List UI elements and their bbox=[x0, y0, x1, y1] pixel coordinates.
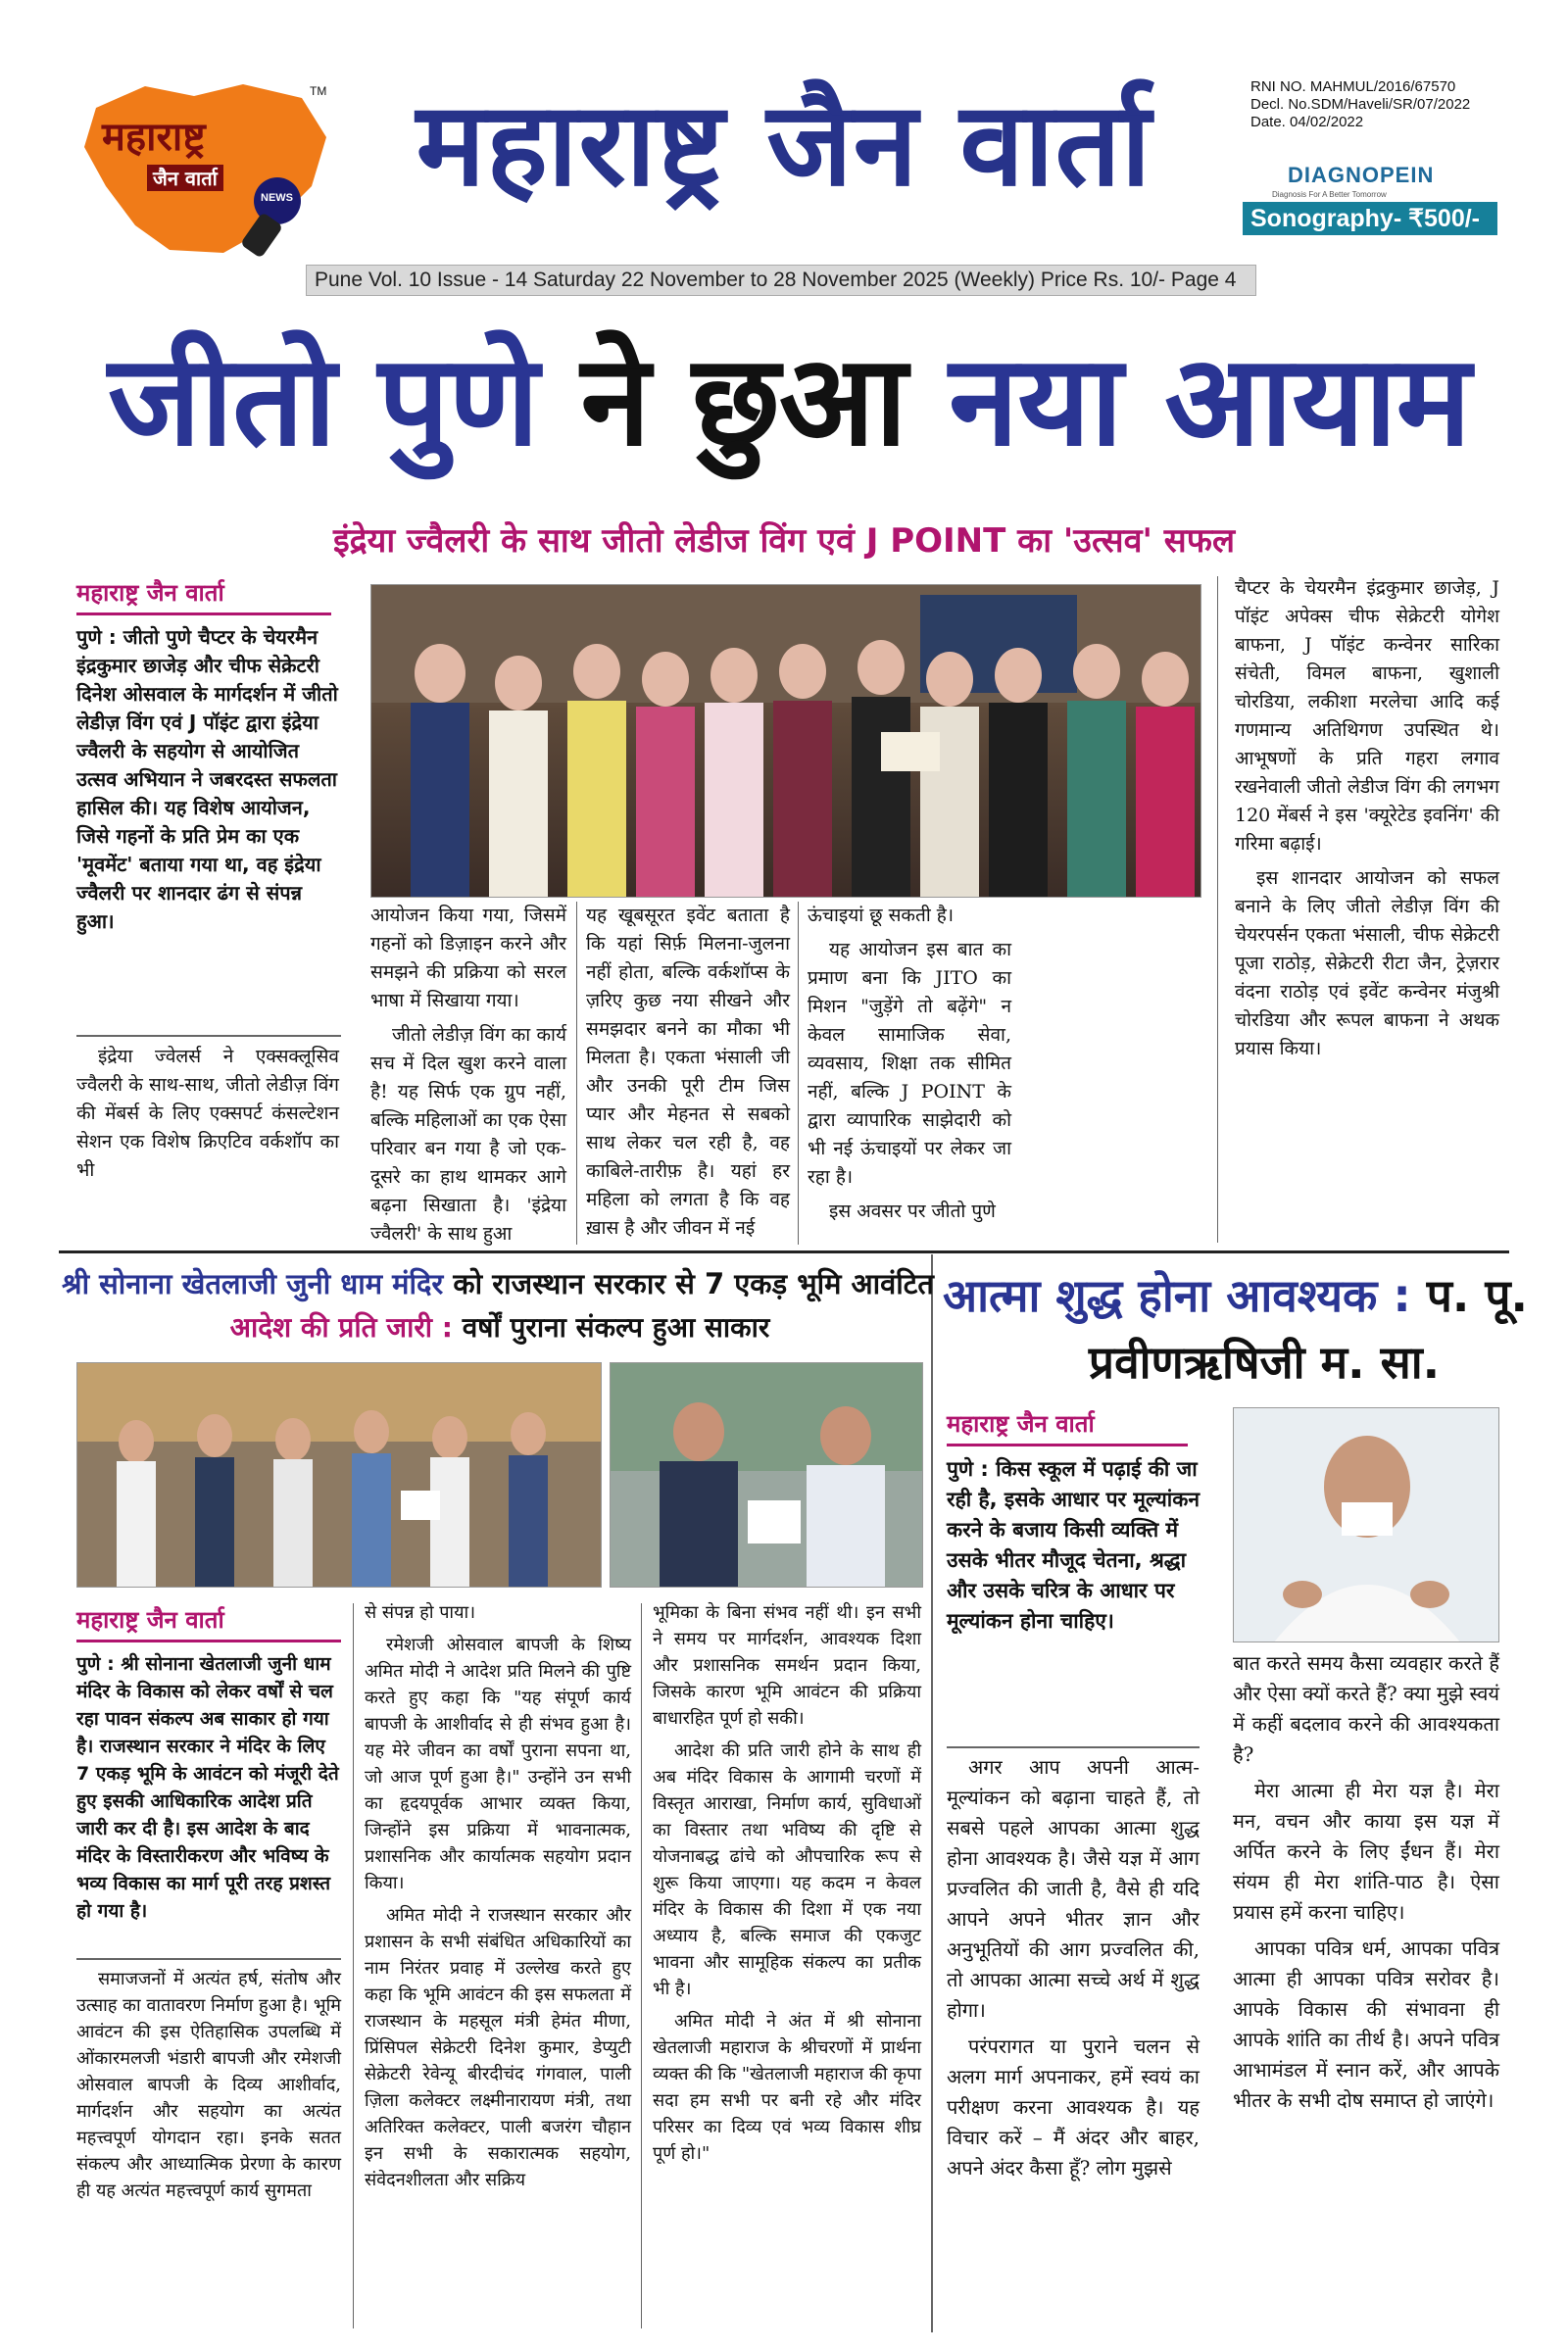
pravinrishiji-portrait bbox=[1233, 1407, 1499, 1642]
paragraph: यह खूबसूरत इवेंट बताता है कि यहां सिर्फ़ मिलना-जुलना नहीं होता, बल्कि वर्कशॉप्स के ज़रिए कुछ नया सीखने और समझदार बनने का मौका भी मिलता है। एकता भंसाली जी और उनकी पूरी टीम जिस प्यार और मेहनत से सबको साथ लेकर चल रही है, वह काबिले-तारीफ़ है। यहां हर महिला को लगता है कि वह ख़ास है और जीवन में नई bbox=[586, 905, 790, 1239]
photo-illustration bbox=[77, 1363, 602, 1588]
column-divider bbox=[1217, 576, 1218, 1243]
article-column bbox=[586, 902, 790, 1249]
main-headline bbox=[59, 323, 1519, 480]
paragraph: से संपन्न हो पाया। bbox=[365, 1602, 476, 1623]
paragraph: भूमिका के बिना संभव नहीं थी। इन सभी ने समय पर मार्गदर्शन, आवश्यक दिशा और प्रशासनिक समर्थन प्रदान किया, जिसके कारण भूमि आवंटन की प्रक्रिया बाधारहित पूर्ण हो सकी। bbox=[653, 1602, 921, 1729]
column-divider bbox=[576, 902, 577, 1245]
temple-handover-photo-1 bbox=[76, 1362, 602, 1588]
ad-tagline: Diagnosis For A Better Tomorrow bbox=[1272, 190, 1387, 199]
article-column bbox=[653, 1599, 921, 2173]
diagnopein-ad bbox=[1243, 153, 1497, 237]
byline: महाराष्ट्र जैन वार्ता bbox=[947, 1407, 1188, 1446]
event-group-photo bbox=[370, 584, 1201, 898]
headline-part-1: आत्मा शुद्ध होना आवश्यक : bbox=[943, 1269, 1411, 1322]
paragraph: मेरा आत्मा ही मेरा यज्ञ है। मेरा मन, वचन और काया इस यज्ञ में अर्पित करने के लिए ईंधन हैं। मेरा संयम ही मेरा शांति-पाठ है। ऐसा प्रयास हमें करना चाहिए। bbox=[1233, 1779, 1499, 1924]
article-column bbox=[808, 902, 1011, 1232]
paragraph: आपका पवित्र धर्म, आपका पवित्र आत्मा ही आपका पवित्र सरोवर है। आपके विकास की संभावना ही आपके शांति का तीर्थ है। अपने पवित्र आभामंडल में स्नान करें, और आपके भीतर के सभी दोष समाप्त हो जाएंगे। bbox=[1233, 1936, 1499, 2112]
paragraph: इंद्रेया ज्वेलर्स ने एक्सक्लूसिव ज्वैलरी के साथ-साथ, जीतो लेडीज़ विंग की मेंबर्स के लिए एक्सपर्ट कंसल्टेशन सेशन एक विशेष क्रिएटिव वर्कशॉप का भी bbox=[76, 1046, 339, 1181]
article3-headline-line2: प्रवीणऋषिजी म. सा. bbox=[1088, 1336, 1441, 1389]
portrait-illustration bbox=[1234, 1408, 1499, 1642]
paragraph: अमित मोदी ने राजस्थान सरकार और प्रशासन के सभी संबंधित अधिकारियों का नाम निरंतर प्रवाह में उल्लेख करते हुए कहा कि भूमि आवंटन की इस सफलता में राजस्थान के महसूल मंत्री हेमंत मीणा, प्रिंसिपल सेक्रेटरी दिनेश कुमार, डेप्युटी सेक्रेटरी रेवेन्यू बीरदीचंद गंगवाल, पाली ज़िला कलेक्टर लक्ष्मीनारायण मंत्री, तथा अतिरिक्त कलेक्टर, पाली बजरंग चौहान इन सभी के सकारात्मक सहयोग, संवेदनशीलता और सक्रिय bbox=[365, 1905, 631, 2190]
headline-part-3: नया आयाम bbox=[949, 328, 1471, 474]
paragraph: ऊंचाइयां छू सकती है। bbox=[808, 905, 955, 926]
headline-part-1: जीतो पुणे bbox=[107, 328, 539, 474]
article-column bbox=[1235, 574, 1499, 1069]
article2-subheadline bbox=[118, 1309, 882, 1347]
section-divider bbox=[59, 1250, 1509, 1253]
article-column bbox=[76, 1043, 339, 1191]
paragraph: अमित मोदी ने अंत में श्री सोनाना खेतलाजी महाराज के श्रीचरणों में प्रार्थना व्यक्त की कि "खेतलाजी महाराज की कृपा सदा हम सभी पर बनी रहे और मंदिर परिसर का दिव्य एवं भव्य विकास शीघ्र पूर्ण हो।" bbox=[653, 2011, 921, 2164]
article-column bbox=[947, 1752, 1200, 2189]
ad-brand: DIAGNOPEIN bbox=[1288, 163, 1435, 187]
headline-part-2: को राजस्थान सरकार से 7 एकड़ भूमि आवंटित bbox=[453, 1267, 934, 1300]
photo-illustration bbox=[611, 1363, 923, 1588]
article-column bbox=[370, 902, 566, 1254]
registration-line: Date. 04/02/2022 bbox=[1250, 114, 1364, 130]
temple-handover-photo-2 bbox=[610, 1362, 923, 1588]
article-column bbox=[76, 1966, 341, 2210]
article-lead: पुणे : जीतो पुणे चैप्टर के चेयरमैन इंद्रकुमार छाजेड़ और चीफ सेक्रेटरी दिनेश ओसवाल के मार्गदर्शन में जीतो लेडीज़ विंग एवं J पॉइंट द्वारा इंद्रेया ज्वैलरी के सहयोग से आयोजित उत्सव अभियान ने जबरदस्त सफलता हासिल की। यह विशेष आयोजन, जिसे गहनों के प्रति प्रेम का एक 'मूवमेंट' बताया गया था, वह इंद्रेया ज्वैलरी पर शानदार ढंग से संपन्न हुआ। bbox=[76, 625, 338, 933]
column-divider bbox=[931, 1254, 933, 2332]
article-lead: पुणे : किस स्कूल में पढ़ाई की जा रही है, इसके आधार पर मूल्यांकन करने के बजाय किसी व्यक्ति में उसके भीतर मौजूद चेतना, श्रद्धा और उसके चरित्र के आधार पर मूल्यांकन होना चाहिए। bbox=[947, 1457, 1200, 1633]
article-lead: पुणे : श्री सोनाना खेतलाजी जुनी धाम मंदिर के विकास को लेकर वर्षों से चल रहा पावन संकल्प अब साकार हो गया है। राजस्थान सरकार ने मंदिर के लिए 7 एकड़ भूमि के आवंटन को मंजूरी देते हुए इसकी आधिकारिक आदेश प्रति जारी कर दी है। इस आदेश के बाद मंदिर के विस्तारीकरण और भविष्य के भव्य विकास का मार्ग पूरी तरह प्रशस्त हो गया है। bbox=[76, 1653, 339, 1922]
group-photo-illustration bbox=[371, 585, 1201, 898]
paragraph: इस शानदार आयोजन को सफल बनाने के लिए जीतो लेडीज़ विंग की चेयरपर्सन एकता भंसाली, चीफ सेक्रेटरी पूजा राठोड़, सेक्रेटरी रीटा जैन, ट्रेज़रार वंदना राठोड़ एवं इवेंट कन्वेनर मंजुश्री चोरडिया और रूपल बाफना ने अथक प्रयास किया। bbox=[1235, 867, 1499, 1059]
column-divider bbox=[798, 902, 799, 1245]
paragraph: चैप्टर के चेयरमैन इंद्रकुमार छाजेड़, J पॉइंट अपेक्स चीफ सेक्रेटरी योगेश बाफना, J पॉइंट कन्वेनर सारिका संचेती, विमल बाफना, खुशाली चोरडिया, लकीशा मरलेचा आदि कई गणमान्य अतिथिगण उपस्थित थे। आभूषणों के प्रति गहरा लगाव रखनेवाली जीतो लेडीज विंग की लगभग 120 मेंबर्स ने इस 'क्यूरेटेड इवनिंग' की गरिमा बढ़ाई। bbox=[1235, 577, 1499, 855]
newspaper-title: महाराष्ट्र जैन वार्ता bbox=[416, 76, 1152, 212]
paragraph: इस अवसर पर जीतो पुणे bbox=[829, 1200, 996, 1222]
paragraph: यह आयोजन इस बात का प्रमाण बना कि JITO का मिशन "जुड़ेंगे तो बढ़ेंगे" न केवल सामाजिक सेवा, व्यवसाय, शिक्षा तक सीमित नहीं, बल्कि J POINT के द्वारा व्यापारिक साझेदारी को भी नई ऊंचाइयों पर लेकर जा रहा है। bbox=[808, 939, 1011, 1188]
headline-part-1: श्री सोनाना खेतलाजी जुनी धाम मंदिर bbox=[62, 1267, 444, 1300]
logo-trademark: TM bbox=[310, 84, 327, 98]
byline: महाराष्ट्र जैन वार्ता bbox=[76, 576, 331, 615]
paragraph: रमेशजी ओसवाल बापजी के शिष्य अमित मोदी ने आदेश प्रति मिलने की पुष्टि करते हुए कहा कि "यह संपूर्ण कार्य बापजी के आशीर्वाद से ही संभव हुआ है। यह मेरे जीवन का वर्षों पुराना सपना था, जो आज पूर्ण हुआ है।" उन्होंने उन सभी का हृदयपूर्वक आभार व्यक्त किया, जिन्होंने इस प्रक्रिया में भावनात्मक, प्रशासनिक और कार्यात्मक सहयोग प्रदान किया। bbox=[365, 1635, 631, 1893]
headline-part-2: ने छुआ bbox=[580, 328, 906, 474]
divider bbox=[76, 1035, 341, 1037]
paragraph: समाजजनों में अत्यंत हर्ष, संतोष और उत्साह का वातावरण निर्माण हुआ है। भूमि आवंटन की इस ऐतिहासिक उपलब्धि में ओंकारमलजी भंडारी बापजी और रमेशजी ओसवाल बापजी के दिव्य आशीर्वाद, मार्गदर्शन और सहयोग का अत्यंत महत्त्वपूर्ण योगदान रहा। इनके सतत संकल्प और आध्यात्मिक प्रेरणा के कारण ही यह अत्यंत महत्त्वपूर्ण कार्य सुगमता bbox=[76, 1969, 341, 2201]
registration-block bbox=[1250, 78, 1470, 131]
paragraph: बात करते समय कैसा व्यवहार करते हैं और ऐसा क्यों करते हैं? क्या मुझे स्वयं में कहीं बदलाव करने की आवश्यकता है? bbox=[1233, 1651, 1499, 1766]
logo-title: महाराष्ट्र bbox=[102, 115, 206, 160]
issue-info-bar: Pune Vol. 10 Issue - 14 Saturday 22 November to 28 November 2025 (Weekly) Price Rs. 10/- Page 4 bbox=[306, 265, 1256, 296]
registration-line: RNI NO. MAHMUL/2016/67570 bbox=[1250, 78, 1456, 95]
article-column bbox=[365, 1599, 631, 2199]
ad-offer: Sonography- ₹500/- bbox=[1243, 202, 1497, 235]
divider bbox=[947, 1746, 1200, 1748]
byline: महाराष्ट्र जैन वार्ता bbox=[76, 1603, 341, 1642]
divider bbox=[76, 1958, 341, 1960]
article3-headline bbox=[943, 1266, 1531, 1325]
subheadline-part-1: आदेश की प्रति जारी : bbox=[229, 1311, 453, 1344]
masthead-logo bbox=[76, 78, 351, 265]
paragraph: अगर आप अपनी आत्म-मूल्यांकन को बढ़ाना चाहते हैं, तो सबसे पहले आपका आत्मा शुद्ध होना आवश्यक है। जैसे यज्ञ में आग प्रज्वलित की जाती है, वैसे ही यदि आपने अपने भीतर ज्ञान और अनुभूतियों की आग प्रज्वलित की, तो आपका आत्मा सच्चे अर्थ में शुद्ध होगा। bbox=[947, 1755, 1200, 2022]
article2-headline bbox=[57, 1264, 939, 1303]
headline-part-2: प. पू. bbox=[1426, 1269, 1529, 1322]
logo-news-label: NEWS bbox=[261, 192, 293, 204]
column-divider bbox=[641, 1603, 642, 2328]
registration-line: Decl. No.SDM/Haveli/SR/07/2022 bbox=[1250, 96, 1471, 113]
paragraph: आदेश की प्रति जारी होने के साथ ही अब मंदिर विकास के आगामी चरणों में विस्तृत आराखा, निर्माण कार्य, सुविधाओं का विस्तार तथा भविष्य की दृष्टि से योजनाबद्ध ढांचे को औपचारिक रूप से शुरू किया जाएगा। यह कदम न केवल मंदिर के विकास की दिशा में एक नया अध्याय है, बल्कि समाज की एकजुट भावना और सामूहिक संकल्प का प्रतीक भी है। bbox=[653, 1740, 921, 1999]
paragraph: परंपरागत या पुराने चलन से अलग मार्ग अपनाकर, हमें स्वयं का परीक्षण करना आवश्यक है। यह विचार करें – मैं अंदर और बाहर, अपने अंदर कैसा हूँ? लोग मुझसे bbox=[947, 2034, 1200, 2180]
article-column bbox=[1233, 1648, 1499, 2122]
paragraph: जीतो लेडीज़ विंग का कार्य सच में दिल खुश करने वाला है! यह सिर्फ एक ग्रुप नहीं, बल्कि महिलाओं का एक ऐसा परिवार बन गया है जो एक-दूसरे का हाथ थामकर आगे बढ़ना सिखाता है। 'इंद्रेया ज्वैलरी' के साथ हुआ bbox=[370, 1024, 566, 1245]
column-divider bbox=[353, 1603, 354, 2328]
subheadline-part-2: वर्षों पुराना संकल्प हुआ साकार bbox=[462, 1311, 770, 1344]
logo-subtitle: जैन वार्ता bbox=[147, 165, 223, 191]
sub-headline: इंद्रेया ज्वैलरी के साथ जीतो लेडीज विंग एवं J POINT का 'उत्सव' सफल bbox=[332, 521, 1236, 561]
paragraph: आयोजन किया गया, जिसमें गहनों को डिज़ाइन करने और समझने की प्रक्रिया को सरल भाषा में सिखाया गया। bbox=[370, 905, 566, 1011]
